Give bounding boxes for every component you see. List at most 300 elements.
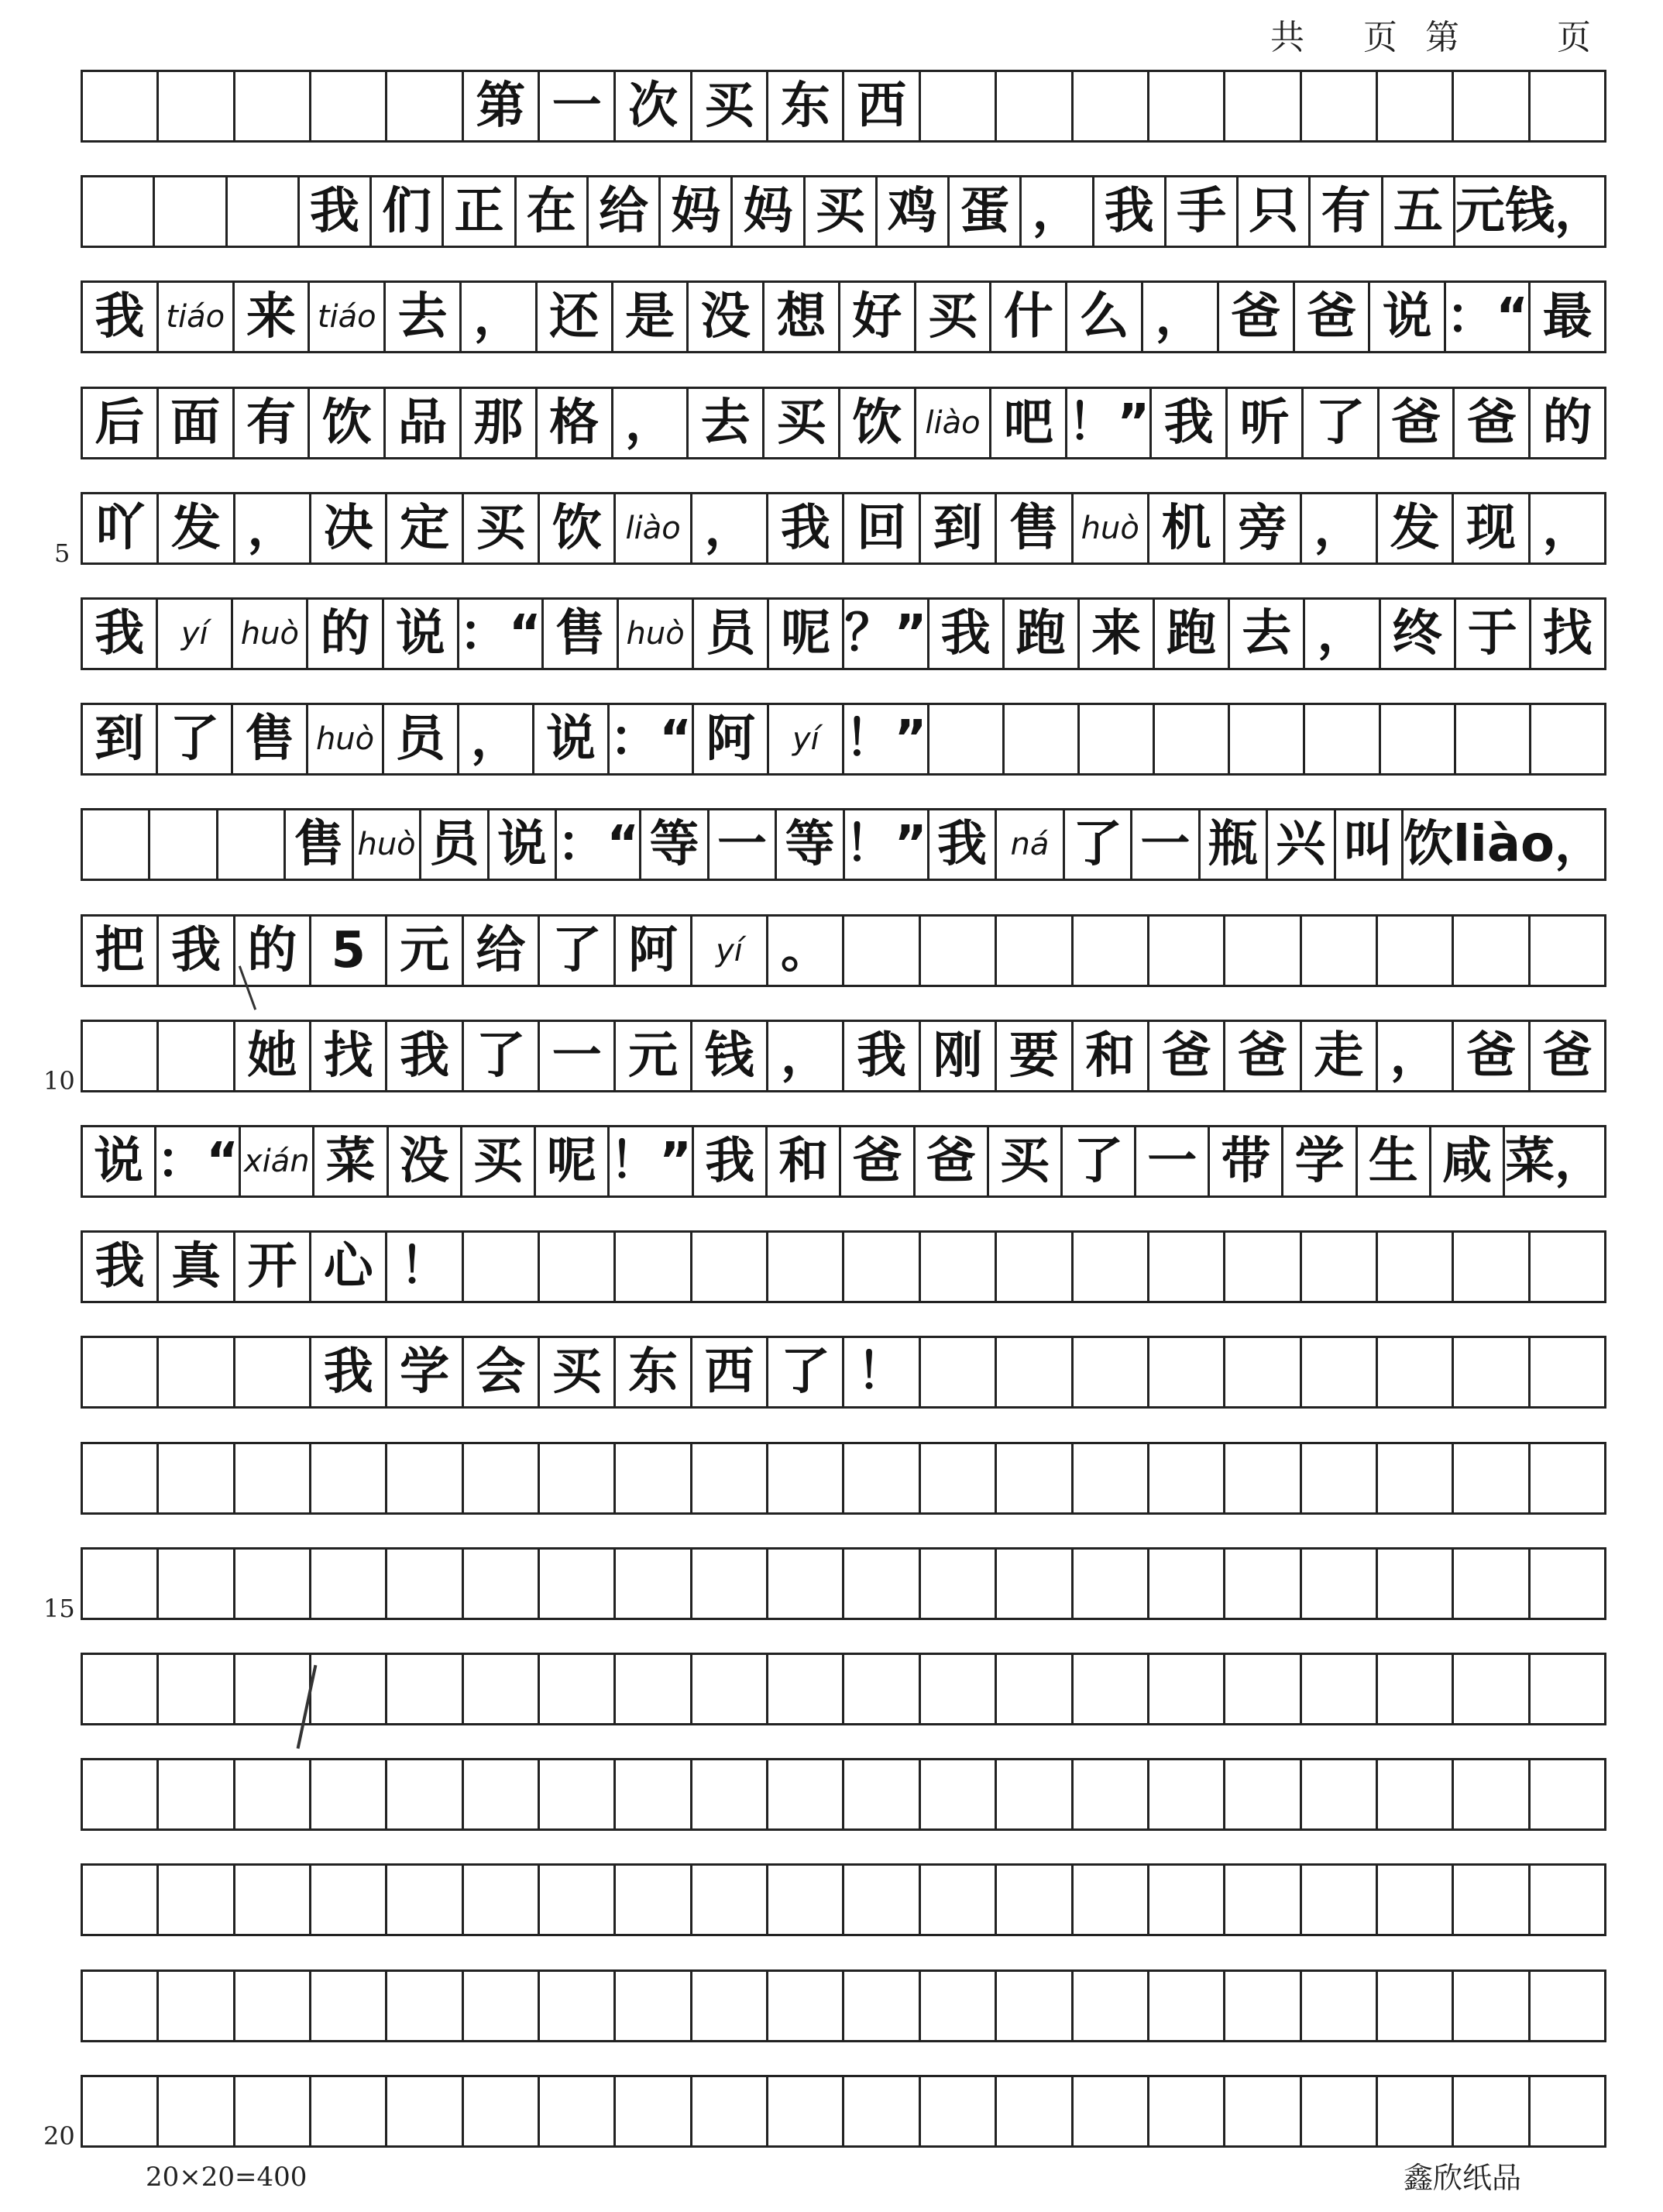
grid-cell: 了 <box>158 705 233 773</box>
grid-cell <box>540 1655 616 1723</box>
grid-cell: 品 <box>386 389 462 457</box>
grid-cell <box>921 1866 997 1934</box>
grid-cell <box>844 2077 920 2145</box>
grid-cell: ná <box>997 810 1064 879</box>
grid-cell <box>997 1338 1073 1406</box>
grid-cell <box>235 1972 311 2040</box>
grid-cell: 爸 <box>916 1127 989 1195</box>
grid-cell: 开 <box>235 1233 311 1301</box>
grid-cell: ， <box>1305 600 1380 668</box>
grid-row <box>81 1442 1606 1515</box>
grid-cell <box>1305 705 1380 773</box>
grid-cell <box>1454 72 1530 140</box>
grid-row <box>81 1125 1606 1198</box>
grid-cell: 买 <box>806 177 878 246</box>
grid-cell: 第 <box>464 72 540 140</box>
grid-cell: 说 <box>1370 283 1446 351</box>
header-ye-2: 页 <box>1557 18 1591 57</box>
grid-cell: 带 <box>1210 1127 1283 1195</box>
grid-cell: 有 <box>1311 177 1383 246</box>
grid-cell <box>83 1972 159 2040</box>
header-di: 第 <box>1425 18 1459 57</box>
grid-cell: 找 <box>311 1022 387 1090</box>
grid-cell: 跑 <box>1005 600 1080 668</box>
grid-cell <box>159 1760 235 1828</box>
grid-cell <box>1302 1655 1378 1723</box>
grid-cell <box>540 1760 616 1828</box>
grid-cell: 瓶 <box>1201 810 1268 879</box>
grid-cell <box>150 810 218 879</box>
grid-cell <box>159 72 235 140</box>
grid-cell: 售 <box>286 810 353 879</box>
grid-cell <box>235 1550 311 1618</box>
grid-cell: 等 <box>777 810 844 879</box>
grid-cell: 呢 <box>536 1127 610 1195</box>
grid-cell <box>1074 72 1149 140</box>
grid-cell <box>768 1760 844 1828</box>
grid-cell: 我 <box>300 177 372 246</box>
grid-cell: 说 <box>83 1127 156 1195</box>
grid-cell <box>1302 1972 1378 2040</box>
grid-cell: 买 <box>764 389 840 457</box>
grid-cell: 西 <box>692 1338 768 1406</box>
grid-cell <box>768 2077 844 2145</box>
grid-cell <box>844 1760 920 1828</box>
grid-cell: 最 <box>1531 283 1606 351</box>
grid-cell: 回 <box>844 494 920 562</box>
grid-cell <box>1149 1760 1225 1828</box>
grid-cell: 东 <box>768 72 844 140</box>
grid-cell: 爸 <box>1454 1022 1530 1090</box>
grid-cell: 生 <box>1358 1127 1431 1195</box>
grid-cell: 去 <box>689 389 764 457</box>
grid-cell <box>1302 1866 1378 1934</box>
grid-cell: 我 <box>929 810 997 879</box>
grid-cell: ：“ <box>557 810 641 879</box>
grid-cell: 爸 <box>1149 1022 1225 1090</box>
grid-cell: ， <box>462 283 538 351</box>
grid-cell <box>540 2077 616 2145</box>
grid-cell: 了 <box>768 1338 844 1406</box>
grid-cell: 买 <box>462 1127 536 1195</box>
grid-cell: 说 <box>384 600 459 668</box>
grid-cell <box>1149 1550 1225 1618</box>
grid-cell <box>83 1550 159 1618</box>
grid-cell: 找 <box>1531 600 1606 668</box>
grid-cell <box>921 1338 997 1406</box>
grid-cell <box>387 1444 463 1512</box>
grid-cell: 元 <box>616 1022 692 1090</box>
grid-cell <box>1378 2077 1454 2145</box>
grid-cell <box>540 1444 616 1512</box>
grid-cell: 是 <box>613 283 689 351</box>
grid-cell <box>1378 1655 1454 1723</box>
grid-cell: 终 <box>1381 600 1456 668</box>
grid-cell <box>921 1655 997 1723</box>
grid-cell <box>1149 917 1225 985</box>
grid-cell: ！” <box>610 1127 694 1195</box>
grid-cell <box>1378 1338 1454 1406</box>
grid-cell: huò <box>619 600 694 668</box>
grid-cell <box>1454 2077 1530 2145</box>
grid-cell: 一 <box>540 72 616 140</box>
grid-cell <box>235 2077 311 2145</box>
grid-cell <box>1378 1972 1454 2040</box>
grid-cell: 。 <box>768 917 844 985</box>
grid-cell <box>1225 1550 1301 1618</box>
grid-cell <box>1225 1972 1301 2040</box>
grid-cell: ！” <box>845 810 929 879</box>
grid-cell <box>387 1550 463 1618</box>
grid-cell: 旁 <box>1225 494 1301 562</box>
grid-cell: 我 <box>694 1127 768 1195</box>
grid-cell <box>768 1866 844 1934</box>
grid-cell: 吧 <box>991 389 1067 457</box>
grid-cell <box>1531 1444 1606 1512</box>
grid-cell <box>464 1972 540 2040</box>
grid-cell <box>921 917 997 985</box>
grid-cell: 元钱， <box>1455 177 1606 246</box>
grid-cell: 她 <box>235 1022 311 1090</box>
grid-cell <box>616 1233 692 1301</box>
grid-cell: 一 <box>1132 810 1200 879</box>
grid-cell <box>1225 1866 1301 1934</box>
grid-cell: 买 <box>540 1338 616 1406</box>
grid-cell <box>1302 2077 1378 2145</box>
grid-cell: 买 <box>989 1127 1063 1195</box>
grid-cell: 员 <box>694 600 769 668</box>
line-number: 10 <box>43 1065 75 1096</box>
grid-cell <box>997 2077 1073 2145</box>
grid-cell: 想 <box>764 283 840 351</box>
grid-cell <box>311 1444 387 1512</box>
grid-cell: ：“ <box>156 1127 241 1195</box>
grid-cell <box>921 1550 997 1618</box>
grid-cell: 和 <box>1074 1022 1149 1090</box>
grid-cell: 给 <box>589 177 661 246</box>
grid-cell <box>1378 1866 1454 1934</box>
grid-cell: 爸 <box>1455 389 1531 457</box>
grid-cell <box>83 177 155 246</box>
grid-cell: 一 <box>540 1022 616 1090</box>
grid-cell: tiáo <box>310 283 386 351</box>
grid-cell <box>311 1655 387 1723</box>
grid-cell <box>387 1866 463 1934</box>
grid-cell: 兴 <box>1268 810 1335 879</box>
grid-cell: huò <box>1074 494 1149 562</box>
grid-row <box>81 1020 1606 1092</box>
grid-cell: 阿 <box>616 917 692 985</box>
grid-cell: 元 <box>387 917 463 985</box>
grid-cell: 饮liào， <box>1404 810 1606 879</box>
grid-row <box>81 1230 1606 1303</box>
grid-cell <box>692 1760 768 1828</box>
grid-row <box>81 1758 1606 1831</box>
grid-cell: ！ <box>844 1338 920 1406</box>
grid-cell: 好 <box>840 283 916 351</box>
grid-cell <box>235 1866 311 1934</box>
line-number: 20 <box>43 2121 75 2151</box>
grid-cell <box>844 1233 920 1301</box>
grid-cell: 我 <box>1094 177 1167 246</box>
grid-cell <box>1080 705 1155 773</box>
grid-cell <box>844 1444 920 1512</box>
grid-cell <box>997 1655 1073 1723</box>
grid-cell: 妈 <box>733 177 805 246</box>
grid-cell <box>616 1760 692 1828</box>
line-number: 5 <box>54 538 70 568</box>
grid-cell: 我 <box>311 1338 387 1406</box>
grid-cell <box>235 1338 311 1406</box>
grid-row <box>81 2075 1606 2148</box>
grid-cell: liào <box>616 494 692 562</box>
grid-cell: 了 <box>1065 810 1132 879</box>
grid-cell: 我 <box>83 283 159 351</box>
grid-cell: liào <box>916 389 992 457</box>
grid-cell: ， <box>613 389 689 457</box>
grid-cell <box>1378 1444 1454 1512</box>
grid-cell <box>1454 1655 1530 1723</box>
grid-cell: 来 <box>1080 600 1155 668</box>
grid-cell <box>768 1233 844 1301</box>
header-gong: 共 <box>1270 18 1304 57</box>
grid-cell: 我 <box>768 494 844 562</box>
grid-cell <box>1454 1550 1530 1618</box>
grid-cell <box>692 1444 768 1512</box>
grid-cell <box>1302 1550 1378 1618</box>
grid-cell <box>311 1760 387 1828</box>
grid-cell <box>616 2077 692 2145</box>
grid-cell <box>1155 705 1230 773</box>
grid-cell <box>1005 705 1080 773</box>
grid-cell: 在 <box>517 177 589 246</box>
grid-cell: 等 <box>641 810 709 879</box>
grid-cell: 饮 <box>540 494 616 562</box>
grid-cell <box>921 1760 997 1828</box>
grid-cell <box>616 1444 692 1512</box>
grid-cell <box>464 1655 540 1723</box>
grid-cell: 爸 <box>1219 283 1295 351</box>
grid-cell <box>768 1655 844 1723</box>
grid-cell: 叫 <box>1336 810 1404 879</box>
grid-cell: 我 <box>159 917 235 985</box>
grid-cell: 买 <box>916 283 992 351</box>
grid-cell: 把 <box>83 917 159 985</box>
grid-cell <box>1074 1444 1149 1512</box>
grid-cell <box>83 2077 159 2145</box>
grid-cell <box>692 2077 768 2145</box>
grid-cell <box>540 1972 616 2040</box>
grid-row <box>81 808 1606 881</box>
grid-cell: 没 <box>689 283 764 351</box>
grid-cell <box>311 72 387 140</box>
grid-cell <box>235 1655 311 1723</box>
grid-cell <box>1225 2077 1301 2145</box>
grid-cell <box>1149 1233 1225 1301</box>
grid-cell <box>1531 705 1606 773</box>
grid-cell <box>464 1866 540 1934</box>
grid-cell: 说 <box>490 810 557 879</box>
grid-cell <box>768 1972 844 2040</box>
grid-row <box>81 1547 1606 1620</box>
grid-cell <box>83 810 150 879</box>
grid-cell: 5 <box>311 917 387 985</box>
grid-cell <box>159 1655 235 1723</box>
grid-cell: 那 <box>462 389 538 457</box>
grid-cell: 听 <box>1228 389 1304 457</box>
grid-cell <box>1454 1866 1530 1934</box>
grid-cell <box>1378 917 1454 985</box>
grid-cell <box>692 1550 768 1618</box>
grid-cell: 有 <box>235 389 311 457</box>
grid-cell: 给 <box>464 917 540 985</box>
grid-cell: 售 <box>233 705 308 773</box>
grid-cell <box>768 1444 844 1512</box>
grid-cell <box>929 705 1005 773</box>
grid-cell <box>83 72 159 140</box>
grid-cell <box>1225 72 1301 140</box>
grid-cell <box>1225 917 1301 985</box>
grid-cell: ！ <box>387 1233 463 1301</box>
grid-cell <box>768 1550 844 1618</box>
grid-cell: ， <box>1378 1022 1454 1090</box>
grid-cell <box>921 1972 997 2040</box>
grid-cell: ， <box>1302 494 1378 562</box>
grid-cell <box>616 1655 692 1723</box>
grid-cell: 菜， <box>1505 1127 1606 1195</box>
grid-cell: 售 <box>544 600 619 668</box>
grid-cell <box>1302 1338 1378 1406</box>
grid-cell <box>1531 1866 1606 1934</box>
grid-cell <box>1074 1972 1149 2040</box>
grid-cell <box>1531 1972 1606 2040</box>
grid-cell: 什 <box>991 283 1067 351</box>
grid-cell <box>1225 1655 1301 1723</box>
grid-cell <box>692 1866 768 1934</box>
grid-cell <box>1074 1233 1149 1301</box>
grid-cell <box>464 1233 540 1301</box>
grid-cell: xián <box>241 1127 314 1195</box>
grid-cell <box>311 2077 387 2145</box>
grid-size-label: 20×20=400 <box>146 2162 308 2193</box>
grid-cell: 学 <box>1283 1127 1357 1195</box>
grid-cell: 呢 <box>769 600 844 668</box>
grid-cell <box>1149 72 1225 140</box>
grid-cell: ？” <box>844 600 929 668</box>
grid-cell: 买 <box>692 72 768 140</box>
grid-row <box>81 1863 1606 1936</box>
grid-cell <box>692 1655 768 1723</box>
grid-cell: 员 <box>421 810 489 879</box>
grid-cell <box>997 1444 1073 1512</box>
grid-cell: 钱 <box>692 1022 768 1090</box>
grid-cell <box>1454 1338 1530 1406</box>
grid-row <box>81 597 1606 670</box>
grid-cell <box>997 1972 1073 2040</box>
grid-cell: 了 <box>464 1022 540 1090</box>
grid-cell: 五 <box>1383 177 1455 246</box>
grid-cell <box>997 72 1073 140</box>
grid-cell <box>235 72 311 140</box>
grid-cell <box>83 1338 159 1406</box>
grid-cell <box>997 1550 1073 1618</box>
grid-cell <box>1454 1233 1530 1301</box>
grid-cell <box>1225 1444 1301 1512</box>
grid-cell <box>1302 72 1378 140</box>
grid-cell: 西 <box>844 72 920 140</box>
header-ye: 页 <box>1363 18 1397 57</box>
grid-cell <box>83 1655 159 1723</box>
grid-cell: ！” <box>1067 389 1152 457</box>
grid-cell: yí <box>692 917 768 985</box>
grid-cell <box>1149 1972 1225 2040</box>
grid-cell <box>540 1233 616 1301</box>
grid-cell: 格 <box>538 389 613 457</box>
grid-cell: 走 <box>1302 1022 1378 1090</box>
grid-cell: ：“ <box>459 600 544 668</box>
grid-cell <box>1531 1550 1606 1618</box>
grid-cell: 定 <box>387 494 463 562</box>
grid-cell <box>540 1550 616 1618</box>
grid-cell: ， <box>1022 177 1094 246</box>
grid-cell <box>1074 2077 1149 2145</box>
grid-cell: 和 <box>768 1127 841 1195</box>
grid-cell: 一 <box>1136 1127 1210 1195</box>
grid-cell <box>1074 1866 1149 1934</box>
grid-cell: 蛋 <box>950 177 1022 246</box>
grid-cell <box>1225 1760 1301 1828</box>
grid-cell: 去 <box>1230 600 1305 668</box>
grid-cell <box>1531 2077 1606 2145</box>
grid-cell <box>844 1866 920 1934</box>
grid-cell: 售 <box>997 494 1073 562</box>
grid-cell: 我 <box>929 600 1005 668</box>
grid-cell <box>1454 1760 1530 1828</box>
grid-cell <box>1378 1550 1454 1618</box>
grid-cell: 们 <box>372 177 444 246</box>
grid-cell <box>616 1550 692 1618</box>
grid-cell: 手 <box>1167 177 1239 246</box>
grid-cell: 要 <box>997 1022 1073 1090</box>
grid-cell: 爸 <box>1531 1022 1606 1090</box>
grid-cell <box>1225 1338 1301 1406</box>
brand-label: 鑫欣纸品 <box>1404 2161 1522 2195</box>
grid-cell <box>997 1866 1073 1934</box>
grid-cell: 机 <box>1149 494 1225 562</box>
grid-cell: tiáo <box>159 283 235 351</box>
grid-cell: ， <box>235 494 311 562</box>
grid-cell <box>692 1972 768 2040</box>
grid-cell: 员 <box>384 705 459 773</box>
grid-cell <box>997 1233 1073 1301</box>
grid-cell <box>1149 1444 1225 1512</box>
grid-cell: 我 <box>83 600 158 668</box>
grid-cell <box>1531 1760 1606 1828</box>
grid-cell: 一 <box>710 810 777 879</box>
grid-cell: 爸 <box>1295 283 1371 351</box>
grid-cell <box>159 1866 235 1934</box>
grid-cell <box>692 1233 768 1301</box>
grid-cell <box>464 2077 540 2145</box>
grid-cell: 爸 <box>841 1127 915 1195</box>
grid-cell: 面 <box>159 389 235 457</box>
grid-cell <box>844 1972 920 2040</box>
grid-cell: huò <box>308 705 383 773</box>
grid-cell <box>155 177 227 246</box>
grid-cell <box>1454 1972 1530 2040</box>
grid-row <box>81 1336 1606 1409</box>
grid-cell <box>159 1338 235 1406</box>
